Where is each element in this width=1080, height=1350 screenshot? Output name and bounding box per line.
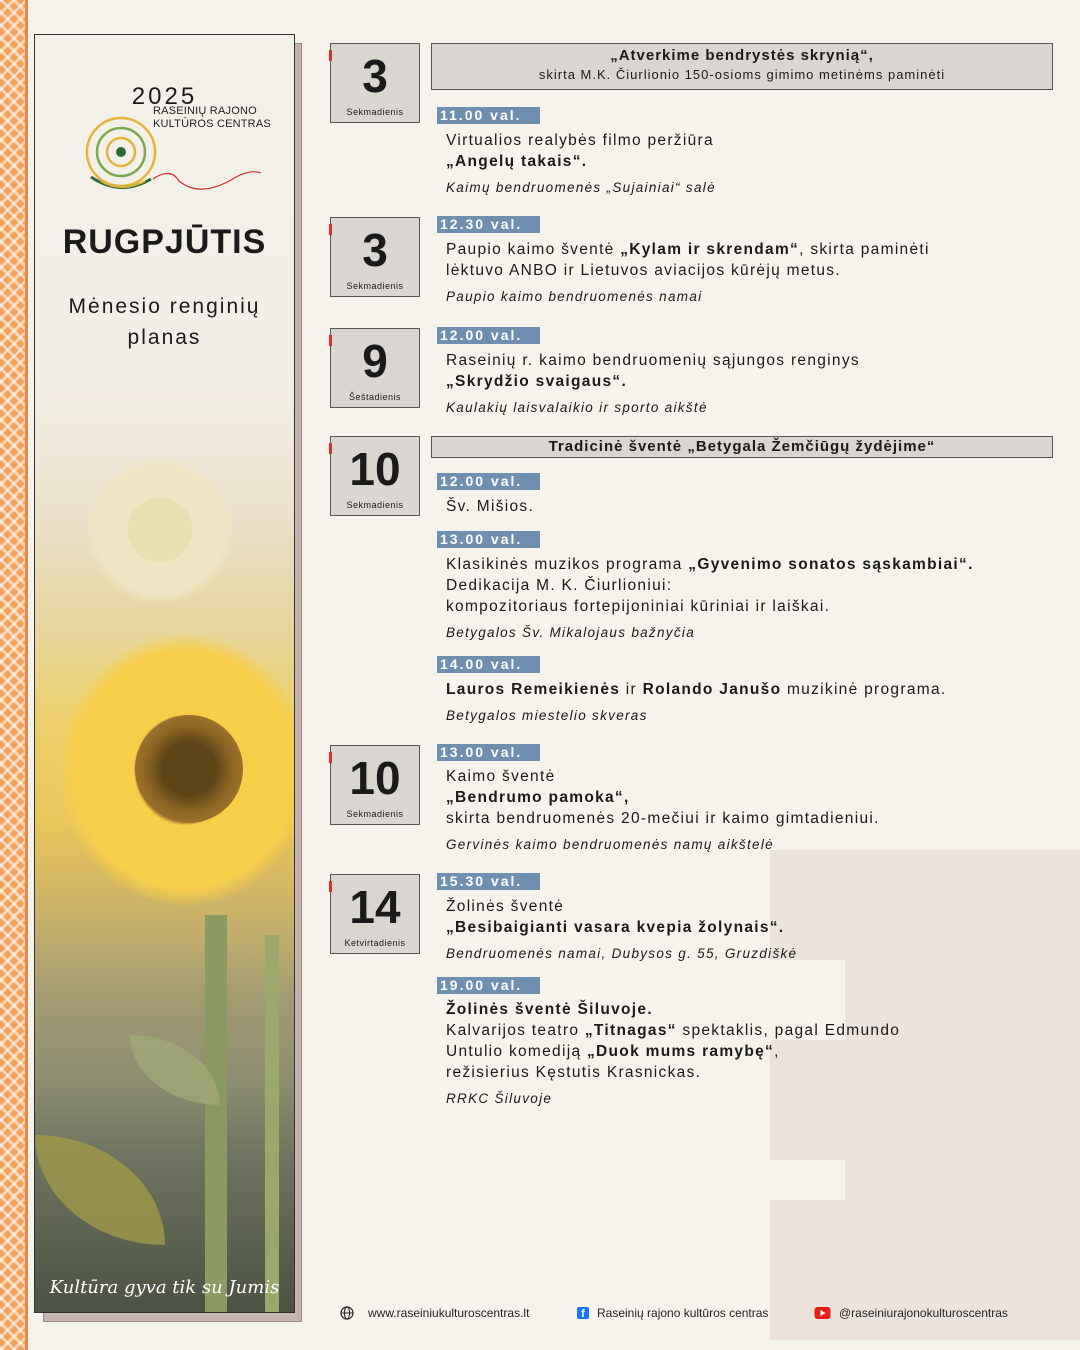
time-badge: 15.30 val. [437,873,540,890]
time-badge: 14.00 val. [437,656,540,673]
event-description: Žolinės šventė Šiluvoje. Kalvarijos teatro „Titnagas“ spektaklis, pagal Edmundo Untulio komediją „Duok mums ramybę“, režisierius Kęstutis Krasnickas. [446,1001,901,1081]
event-location: Kaimų bendruomenės „Sujainiai“ salė [446,180,716,195]
date-box: 3 Sekmadienis [330,43,420,123]
time-badge: 13.00 val. [437,744,540,761]
facebook-icon: f [577,1307,589,1319]
slogan: Kultūra gyva tik su Jumis [49,1277,280,1298]
date-box: 14 Ketvirtadienis [330,874,420,954]
event-location: Gervinės kaimo bendruomenės namų aikštelė [446,837,774,852]
date-box: 10 Sekmadienis [330,745,420,825]
folk-pattern-border [0,0,28,1350]
event-description: Šv. Mišios. [446,498,535,515]
event-location: RRKC Šiluvoje [446,1091,553,1106]
event-description: Kaimo šventė „Bendrumo pamoka“, skirta bendruomenės 20-mečiui ir kaimo gimtadieniui. [446,768,880,827]
event-location: Betygalos Šv. Mikalojaus bažnyčia [446,625,695,640]
sunflower-stem [265,935,279,1313]
time-badge: 11.00 val. [437,107,540,124]
time-badge: 12.00 val. [437,473,540,490]
subtitle: Mėnesio renginių planas [68,295,261,349]
time-badge: 12.00 val. [437,327,540,344]
event-description: Raseinių r. kaimo bendruomenių sąjungos renginys „Skrydžio svaigaus“. [446,352,860,390]
event-description: Paupio kaimo šventė „Kylam ir skrendam“, skirta paminėti lėktuvo ANBO ir Lietuvos aviacijos kūrėjų metus. [446,241,930,279]
time-badge: 12.30 val. [437,216,540,233]
date-box: 9 Šeštadienis [330,328,420,408]
left-panel [34,34,295,1313]
event-header: „Atverkime bendrystės skrynią“, skirta M.K. Čiurlionio 150-osioms gimimo metinėms paminėti [431,43,1053,90]
time-badge: 19.00 val. [437,977,540,994]
event-location: Bendruomenės namai, Dubysos g. 55, Gruzdiškė [446,946,798,961]
org-name: RASEINIŲ RAJONO KULTŪROS CENTRAS [153,105,271,130]
event-description: Lauros Remeikienės ir Rolando Janušo muzikinė programa. [446,681,947,698]
youtube-icon [814,1307,831,1319]
sunflower-faded [85,455,235,605]
sunflower-leaf [35,1135,165,1245]
sunflower-stem [205,915,227,1313]
sunflower-center [135,715,243,823]
month-title: RUGPJŪTIS [62,223,267,261]
footer-youtube[interactable]: @raseiniurajonokulturoscentras [814,1306,1008,1320]
date-box: 3 Sekmadienis [330,217,420,297]
event-description: Virtualios realybės filmo peržiūra „Angelų takais“. [446,132,714,170]
time-badge: 13.00 val. [437,531,540,548]
event-header: Tradicinė šventė „Betygala Žemčiūgų žydėjime“ [431,436,1053,458]
event-location: Kaulakių laisvalaikio ir sporto aikštė [446,400,708,415]
event-location: Betygalos miestelio skveras [446,708,648,723]
event-location: Paupio kaimo bendruomenės namai [446,289,703,304]
event-description: Klasikinės muzikos programa „Gyvenimo sonatos sąskambiai“. Dedikacija M. K. Čiurlioniui: kompozitoriaus fortepijoniniai kūriniai ir laiškai. [446,556,974,615]
globe-icon [340,1306,354,1320]
footer-facebook[interactable]: f Raseinių rajono kultūros centras [577,1306,768,1320]
date-box: 10 Sekmadienis [330,436,420,516]
footer-website[interactable]: www.raseiniukulturoscentras.lt [340,1306,529,1320]
event-description: Žolinės šventė „Besibaigianti vasara kvepia žolynais“. [446,898,785,936]
year: 2025 [131,83,198,110]
